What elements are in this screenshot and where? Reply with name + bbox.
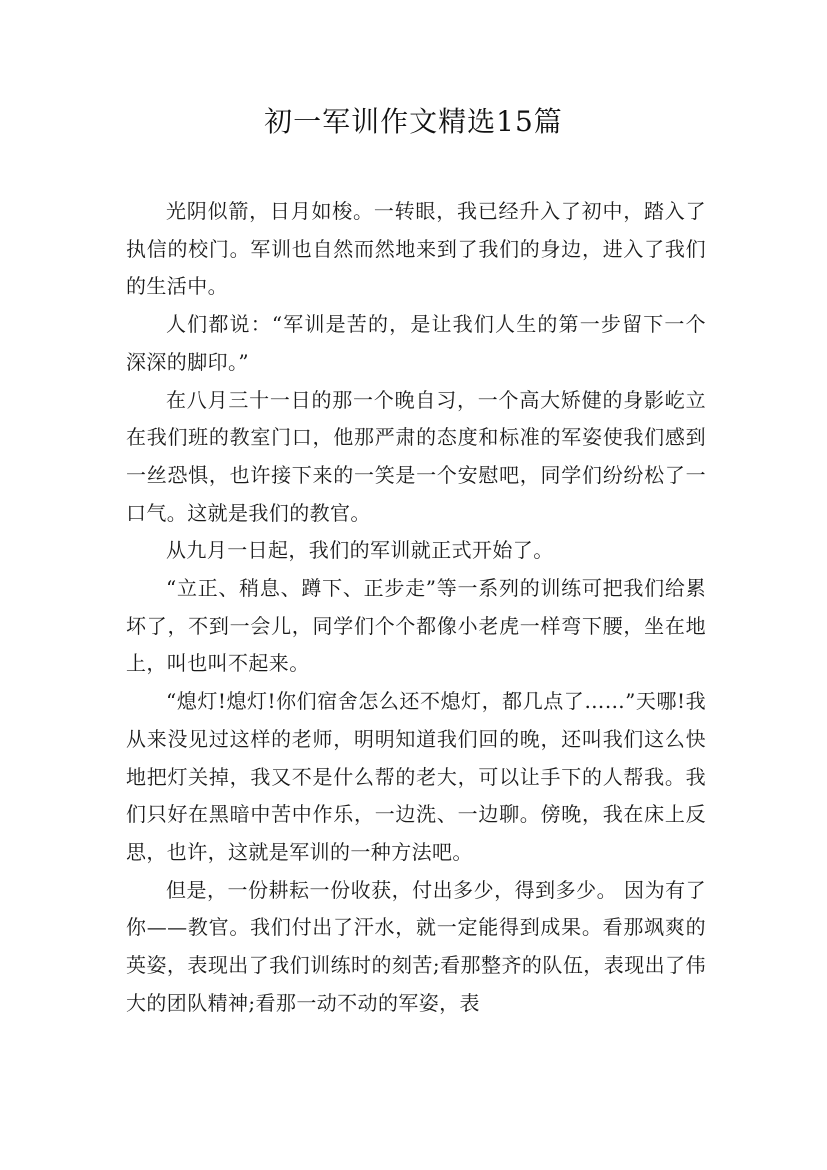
- paragraph: 从九月一日起，我们的军训就正式开始了。: [166, 538, 554, 563]
- paragraph: 人们都说：“军训是苦的，是让我们人生的第一步留下一个深深的脚印。”: [126, 312, 706, 374]
- paragraph: 但是，一份耕耘一份收获，付出多少，得到多少。 因为有了你——教官。我们付出了汗水，就一定能得到成果。看那飒爽的英姿，表现出了我们训练时的刻苦;看那整齐的队伍，表现出了伟大的团队精神;看那一动不动的军姿，表: [126, 877, 706, 1015]
- document-title: 初一军训作文精选15篇: [264, 105, 563, 138]
- paragraph: “熄灯!熄灯!你们宿舍怎么还不熄灯，都几点了……”天哪!我从来没见过这样的老师，明明知道我们回的晚，还叫我们这么快地把灯关掉，我又不是什么帮的老大，可以让手下的人帮我。我们只好在黑暗中苦中作乐，一边洗、一边聊。傍晚，我在床上反思，也许，这就是军训的一种方法吧。: [126, 689, 706, 864]
- document-body: [126, 193, 706, 1022]
- paragraph: 在八月三十一日的那一个晚自习，一个高大矫健的身影屹立在我们班的教室门口，他那严肃的态度和标准的军姿使我们感到一丝恐惧，也许接下来的一笑是一个安慰吧，同学们纷纷松了一口气。这就是我们的教官。: [126, 387, 706, 525]
- paragraph: 光阴似箭，日月如梭。一转眼，我已经升入了初中，踏入了执信的校门。军训也自然而然地来到了我们的身边，进入了我们的生活中。: [126, 199, 706, 299]
- paragraph: “立正、稍息、蹲下、正步走”等一系列的训练可把我们给累坏了，不到一会儿，同学们个个都像小老虎一样弯下腰，坐在地上，叫也叫不起来。: [126, 576, 706, 676]
